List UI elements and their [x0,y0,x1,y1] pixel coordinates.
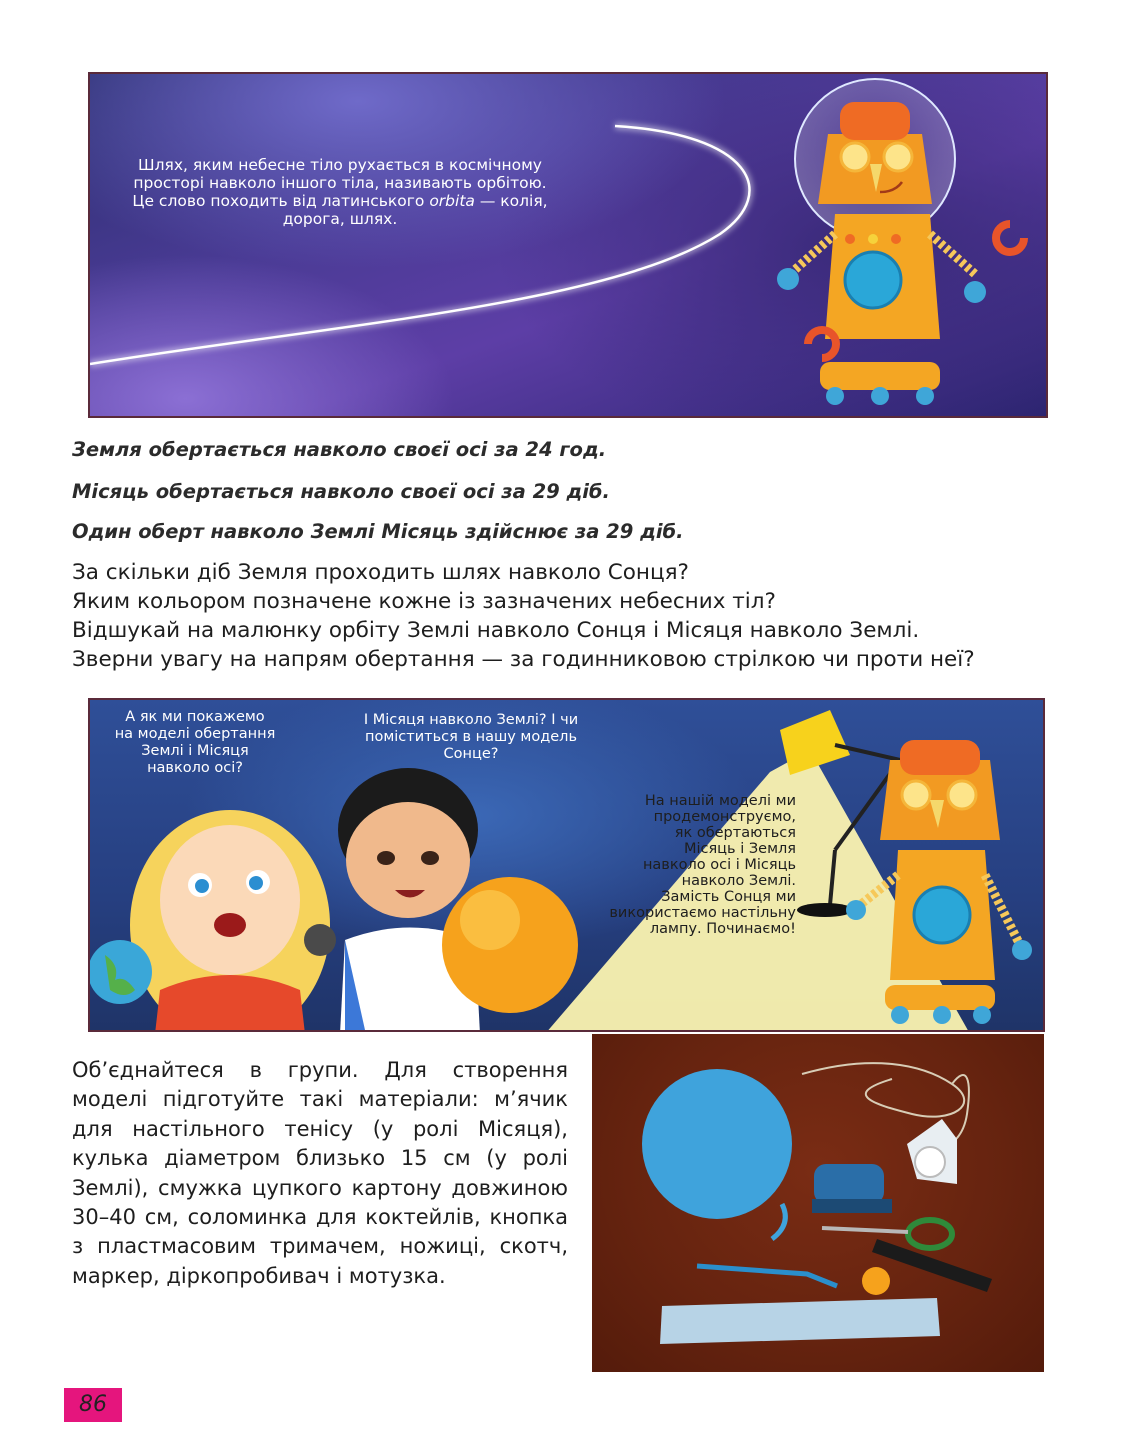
question-earth-year: За скільки діб Земля проходить шлях навколо Сонця? [72,560,689,585]
speech-line: Сонце? [443,746,499,762]
robot-speech-bubble [590,793,796,937]
fact-earth-rotation: Земля обертається навколо своєї осі за 24 год. [72,438,607,461]
speech-line: Землі і Місяця [141,743,249,759]
kids-model-panel [88,698,1045,1032]
speech-line: як обертаються [674,825,796,841]
orbit-definition-caption [130,156,550,228]
speech-line: навколо Землі. [681,873,796,889]
robot-astronaut [777,79,1024,405]
speech-line: На нашій моделі ми [644,793,796,809]
speech-line: продемонструємо, [653,809,796,825]
question-find-orbits: Відшукай на малюнку орбіту Землі навколо Сонця і Місяця навколо Землі. [72,618,920,643]
question-colors: Яким кольором позначене кожне із зазначених небесних тіл? [72,589,776,614]
page-number: 86 [79,1392,107,1417]
caption-line: Шлях, яким небесне тіло рухається в космічному [138,156,542,174]
speech-line: навколо осі і Місяць [642,857,796,873]
boy-speech-bubble [340,712,602,763]
speech-line: лампу. Починаємо! [649,921,796,937]
materials-photo-illustration [592,1034,1044,1372]
materials-photo [592,1034,1044,1372]
sun-ball [442,877,578,1013]
speech-line: Замість Сонця ми [661,889,796,905]
girl-speech-bubble [100,709,290,777]
orbit-illustration-panel [88,72,1048,418]
fact-moon-rotation: Місяць обертається навколо своєї осі за 29 діб. [72,480,610,503]
speech-line: А як ми покажемо [125,709,265,725]
fact-moon-orbit: Один оберт навколо Землі Місяць здійснює за 29 діб. [72,520,684,543]
speech-line: на моделі обертання [114,726,276,742]
speech-line: поміститься в нашу модель [364,729,577,745]
boy-character [338,768,480,1032]
caption-text: — колія, [474,192,548,210]
orbit-illustration [90,74,1048,418]
materials-paragraph: Об’єднайтеся в групи. Для створення моделі підготуйте такі матеріали: м’ячик для настільного тенісу (у ролі Місяця), кулька діаметром близько 15 см (у ролі Землі), смужка цупкого картону довжиною 30–40 см, соломинка для коктейлів, кнопка з пластмасовим тримачем, ножиці, скотч, маркер, діркопробивач і мотузка. [72,1058,568,1288]
question-direction: Зверни увагу на напрям обертання — за годинниковою стрілкою чи проти неї? [72,647,975,672]
girl-character [90,810,336,1032]
caption-text: Це слово походить від латинського [132,192,430,210]
speech-line: навколо осі? [147,760,243,776]
caption-line: дорога, шлях. [282,210,398,228]
speech-line: використаємо настільну [609,905,796,921]
caption-term: orbita [429,192,475,210]
caption-line: просторі навколо іншого тіла, називають орбітою. [133,174,547,192]
caption-line [130,192,550,210]
speech-line: І Місяця навколо Землі? І чи [363,712,579,728]
speech-line: Місяць і Земля [683,841,796,857]
